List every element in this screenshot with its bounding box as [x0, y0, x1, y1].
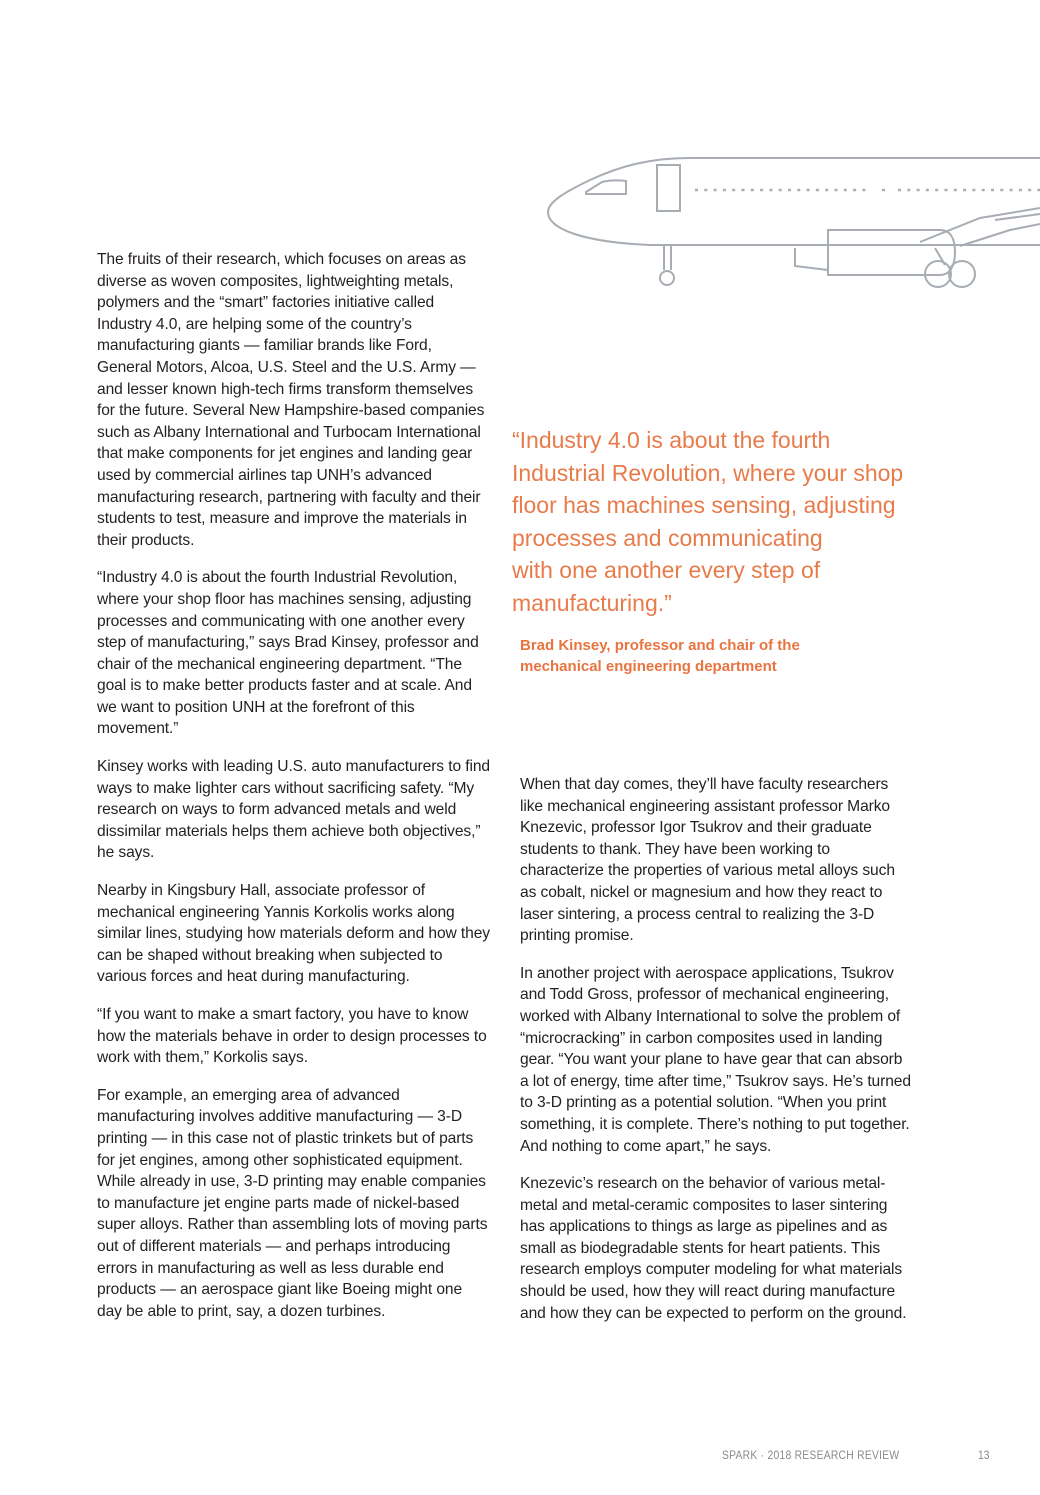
paragraph: Nearby in Kingsbury Hall, associate professor of mechanical engineering Yannis Korkolis works along similar lines, studying how materials deform and how they can be shaped without breaking when subjected to various forces and heat during manufacturing. — [97, 882, 490, 986]
pull-quote — [512, 424, 952, 619]
pull-quote-text: “Industry 4.0 is about the fourth Industrial Revolution, where your shop floor has machines sensing, adjusting processes and communicating with one another every step of manufacturing.” — [512, 427, 904, 616]
paragraph: When that day comes, they’ll have faculty researchers like mechanical engineering assistant professor Marko Knezevic, professor Igor Tsukrov and their graduate students to thank. They have been working to characterize the properties of various metal alloys such as cobalt, nickel or magnesium and how they react to laser sintering, a process central to realizing the 3-D printing promise. — [520, 776, 895, 945]
article-column-left — [97, 249, 490, 1338]
paragraph: In another project with aerospace applications, Tsukrov and Todd Gross, professor of mechanical engineering, worked with Albany International to solve the problem of “microcracking” in carbon composites used in landing gear. “You want your plane to have gear that can absorb a lot of energy, time after time,” Tsukrov says. He’s turned to 3-D printing as a potential solution. “When you print something, it is complete. There’s nothing to put together. And nothing to come apart,” he says. — [520, 964, 911, 1155]
article-column-right — [520, 774, 912, 1340]
airplane-illustration — [540, 150, 1040, 295]
footer-publication: SPARK · 2018 RESEARCH REVIEW — [722, 1448, 900, 1462]
page-number: 13 — [978, 1448, 990, 1462]
paragraph: “Industry 4.0 is about the fourth Industrial Revolution, where your shop floor has machines sensing, adjusting processes and communicating with one another every step of manufacturing,” says Brad Kinsey, professor and chair of the mechanical engineering department. “The goal is to make better products faster and at scale. And we want to position UNH at the forefront of this movement.” — [97, 569, 479, 738]
pull-quote-attribution: Brad Kinsey, professor and chair of the mechanical engineering department — [520, 637, 800, 675]
paragraph: Knezevic’s research on the behavior of various metal-metal and metal-ceramic composites to laser sintering has applications to things as large as pipelines and as small as biodegradable stents for heart patients. This research employs computer modeling for what materials should be used, how they will react during manufacture and how they can be expected to perform on the ground. — [520, 1175, 907, 1322]
paragraph: The fruits of their research, which focuses on areas as diverse as woven composites, lightweighting metals, polymers and the “smart” factories initiative called Industry 4.0, are helping some of the country’s manufacturing giants — familiar brands like Ford, General Motors, Alcoa, U.S. Steel and the U.S. Army — and lesser known high-tech firms transform themselves for the future. Several New Hampshire-based companies such as Albany International and Turbocam International that make components for jet engines and landing gear used by commercial airlines tap UNH’s advanced manufacturing research, partnering with faculty and their students to test, measure and improve the materials in their products. — [97, 251, 485, 549]
paragraph: Kinsey works with leading U.S. auto manufacturers to find ways to make lighter cars without sacrificing safety. “My research on ways to form advanced metals and weld dissimilar materials helps them achieve both objectives,” he says. — [97, 758, 490, 862]
paragraph: For example, an emerging area of advanced manufacturing involves additive manufacturing — 3-D printing — in this case not of plastic trinkets but of parts for jet engines, among other sophisticated equipment. While already in use, 3-D printing may enable companies to manufacture jet engine parts made of nickel-based super alloys. Rather than assembling lots of moving parts out of different materials — and perhaps introducing errors in manufacturing as well as less durable end products — an aerospace giant like Boeing might one day be able to print, say, a dozen turbines. — [97, 1086, 488, 1320]
paragraph: “If you want to make a smart factory, you have to know how the materials behave in order to design processes to work with them,” Korkolis says. — [97, 1006, 487, 1067]
